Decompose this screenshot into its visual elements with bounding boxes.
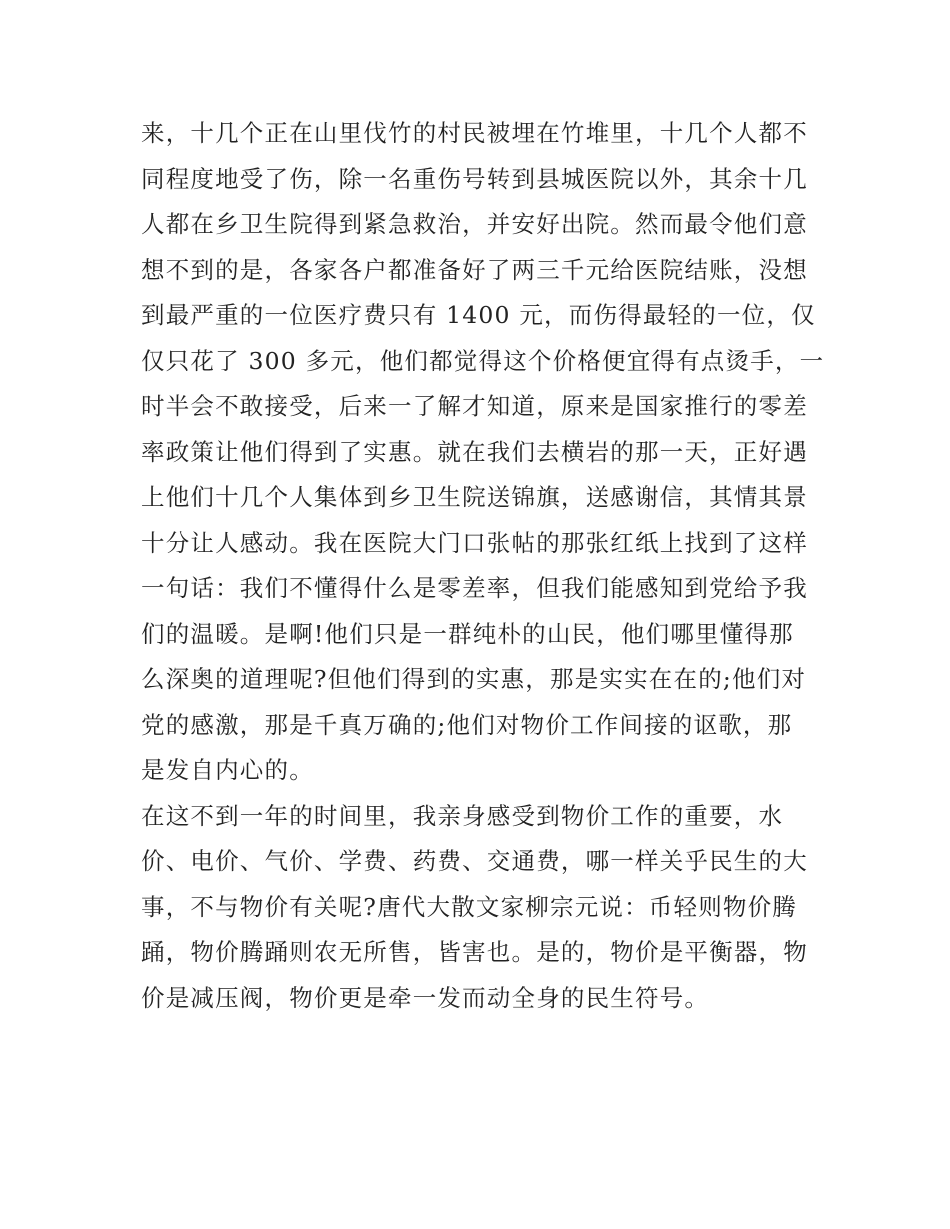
text-line: 们的温暖。是啊!他们只是一群纯朴的山民，他们哪里懂得那 [141,619,794,648]
text-line: 率政策让他们得到了实惠。就在我们去横岩的那一天，正好遇 [141,437,808,466]
text-line: 仅只花了 300 多元，他们都觉得这个价格便宜得有点烫手，一 [141,346,825,375]
body-text [141,111,825,1021]
text-line: 一句话：我们不懂得什么是零差率，但我们能感知到党给予我 [141,574,808,602]
text-line: 到最严重的一位医疗费只有 1400 元，而伤得最轻的一位，仅 [141,301,816,329]
text-line: 价是减压阀，物价更是牵一发而动全身的民生符号。 [141,983,710,1012]
text-line: 价、电价、气价、学费、药费、交通费，哪一样关乎民生的大 [141,847,808,875]
paragraph-2 [141,794,821,1022]
text-line: 人都在乡卫生院得到紧急救治，并安好出院。然而最令他们意 [141,210,808,238]
text-line: 是发自内心的。 [141,756,314,784]
text-line: 事，不与物价有关呢?唐代大散文家柳宗元说：币轻则物价腾 [141,892,797,921]
paragraph-1 [141,111,825,794]
text-line: 想不到的是，各家各户都准备好了两三千元给医院结账，没想 [141,255,808,284]
text-line: 踊，物价腾踊则农无所售，皆害也。是的，物价是平衡器，物 [141,938,808,966]
text-line: 党的感激，那是千真万确的;他们对物价工作间接的讴歌，那 [141,710,793,739]
text-line: 同程度地受了伤，除一名重伤号转到县城医院以外，其余十几 [141,164,808,193]
text-line: 十分让人感动。我在医院大门口张帖的那张红纸上找到了这样 [141,528,808,557]
text-line: 在这不到一年的时间里，我亲身感受到物价工作的重要，水 [141,801,784,830]
text-line: 么深奥的道理呢?但他们得到的实惠，那是实实在在的;他们对 [141,665,807,693]
text-line: 时半会不敢接受，后来一了解才知道，原来是国家推行的零差 [141,392,808,420]
text-line: 来，十几个正在山里伐竹的村民被埋在竹堆里，十几个人都不 [141,119,808,147]
text-line: 上他们十几个人集体到乡卫生院送锦旗，送感谢信，其情其景 [141,483,808,511]
